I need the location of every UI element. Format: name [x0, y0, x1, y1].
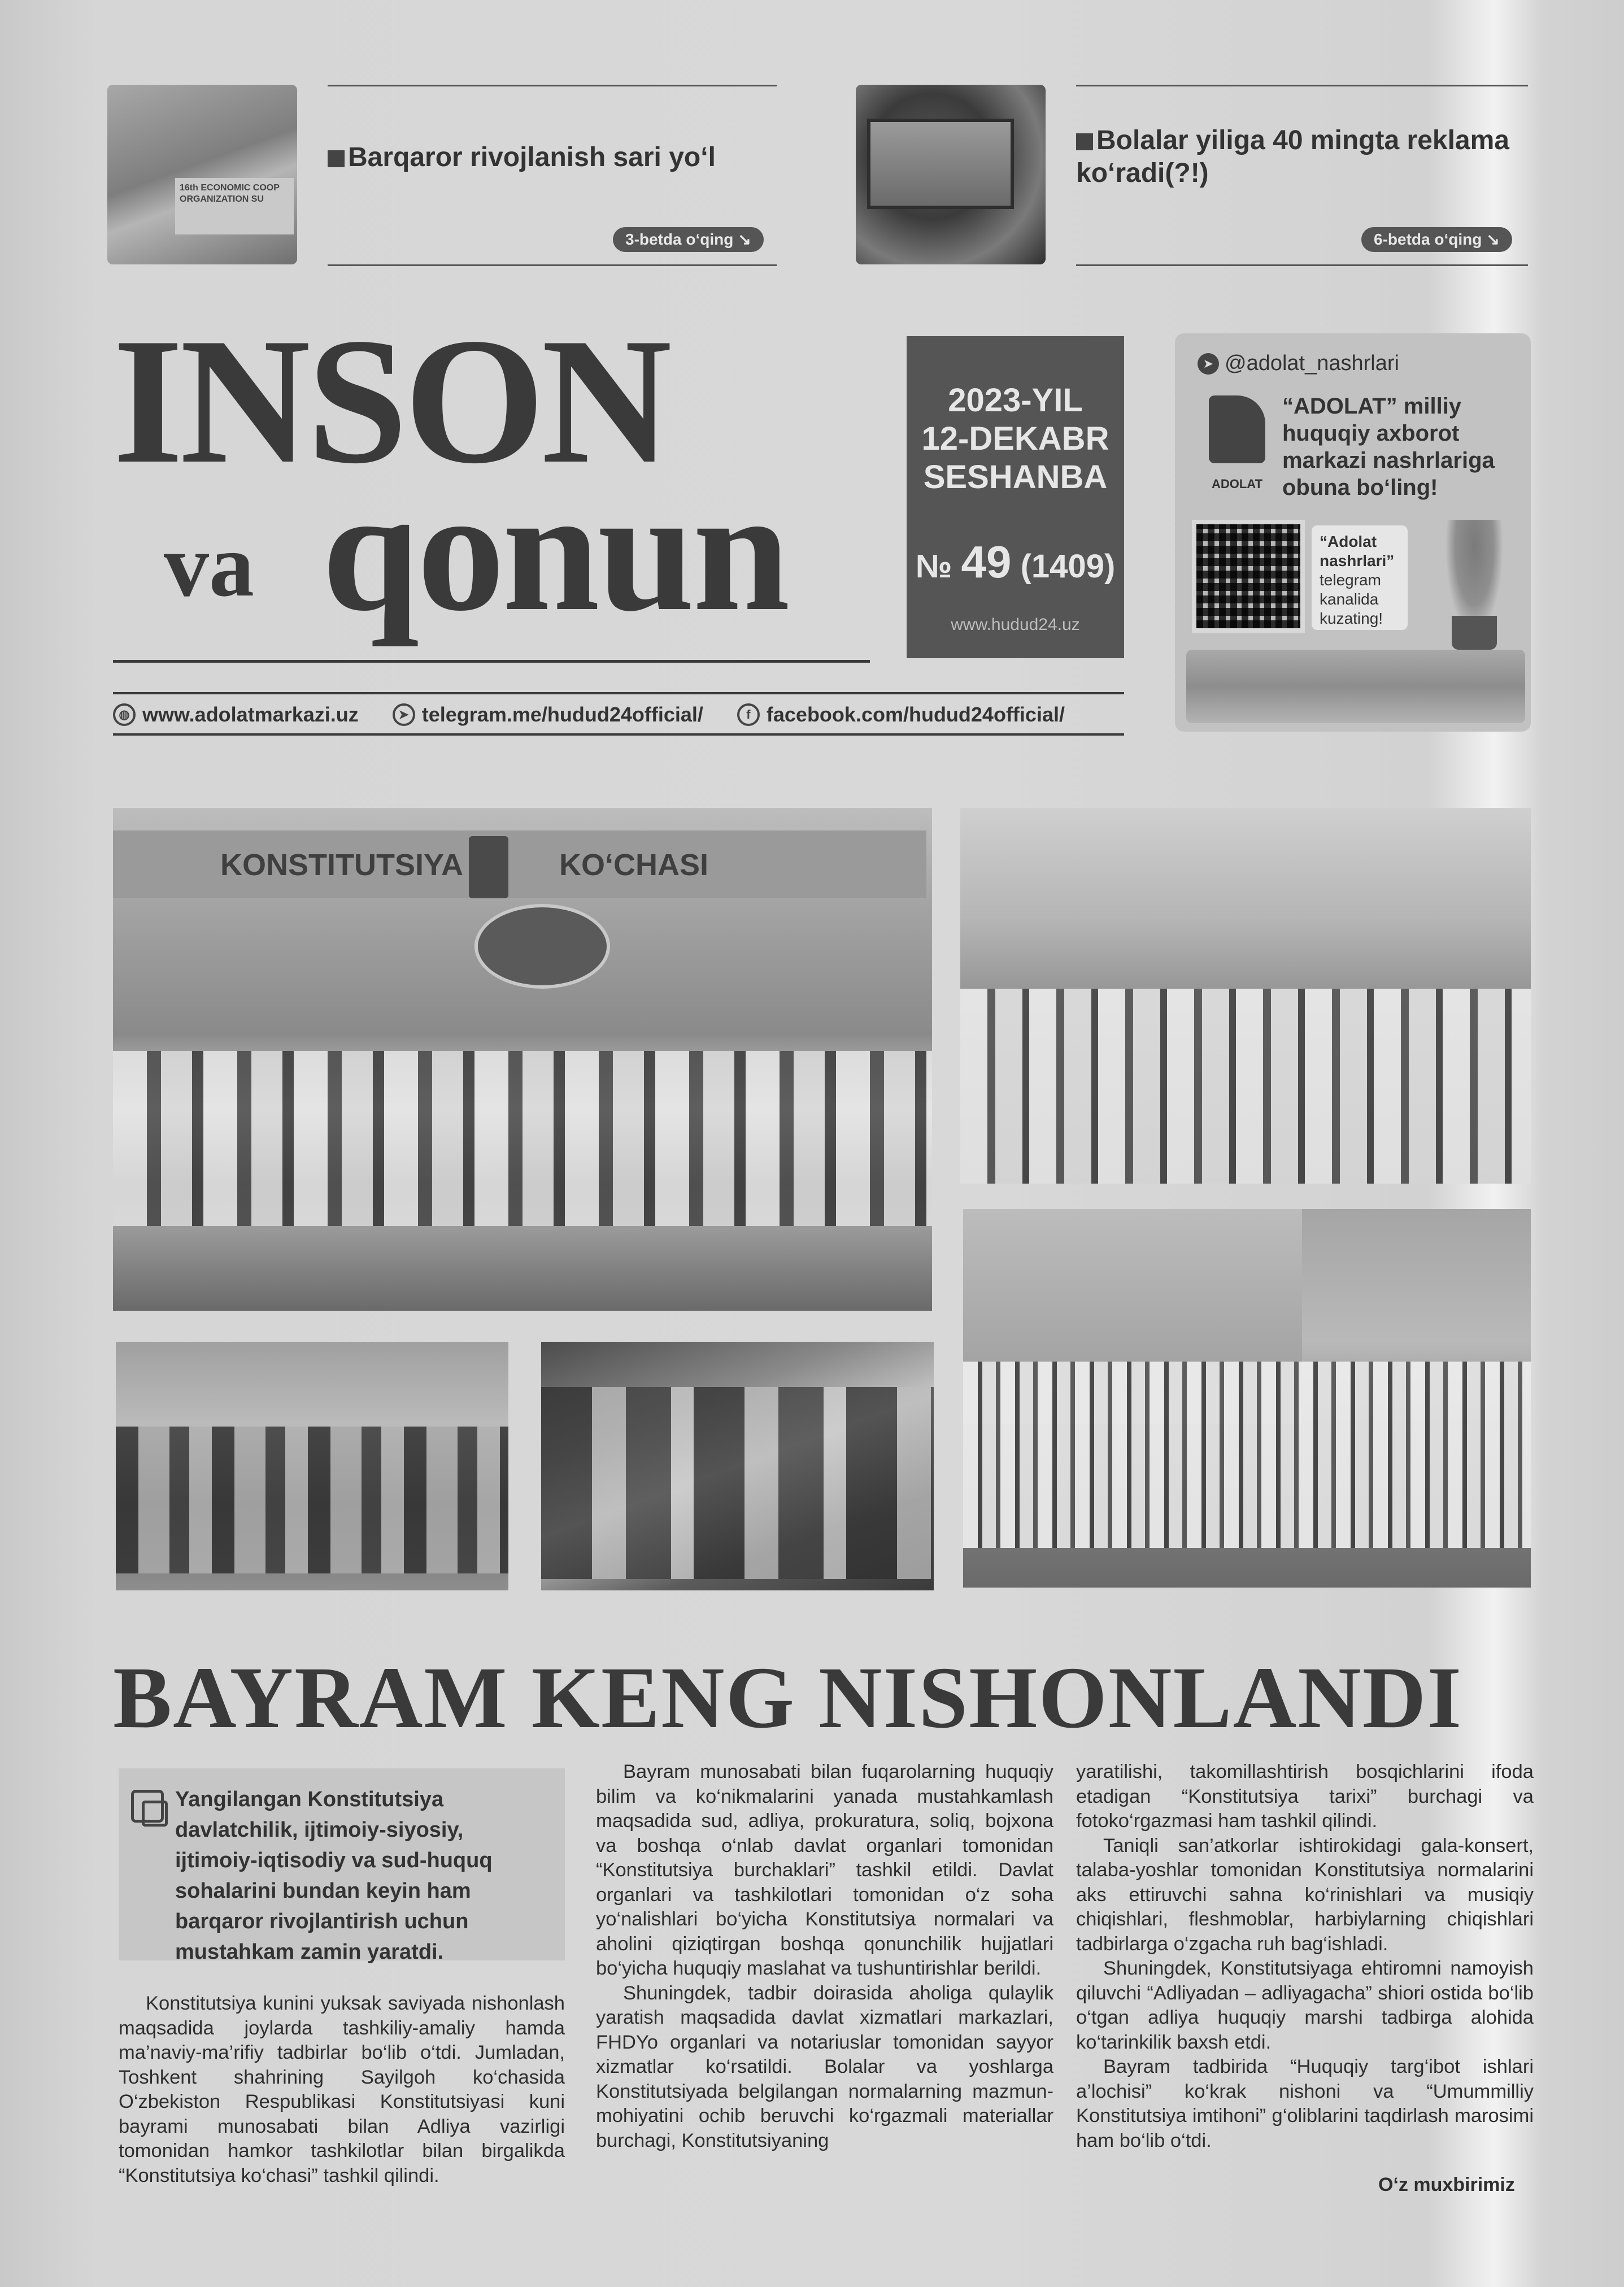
books-image: [1186, 650, 1525, 723]
date-weekday: SESHANBA: [923, 459, 1108, 495]
bullet-square-icon: [328, 150, 345, 167]
teaser-title-1[interactable]: Barqaror rivojlanish sari yo‘l: [328, 141, 777, 174]
article-column-3: [1076, 1760, 1534, 2153]
teaser-title-2[interactable]: Bolalar yiliga 40 mingta reklama ko‘radi(?!): [1076, 125, 1509, 188]
date-day: 12-DEKABR: [921, 420, 1109, 457]
date-year: 2023-YIL: [948, 382, 1083, 419]
issue-site[interactable]: www.hudud24.uz: [951, 615, 1080, 634]
arrow-down-right-icon: ↘: [738, 231, 751, 248]
arrow-down-right-icon: ↘: [1486, 231, 1500, 248]
telegram-icon: ➤: [393, 703, 415, 726]
paragraph: yaratilishi, takomillashtirish bosqichlarini ifoda etadigan “Konstitutsiya tarixi” burchagi va fotoko‘rgazmasi ham tashkil qilindi.: [1076, 1761, 1534, 1832]
link-website[interactable]: ◍ www.adolatmarkazi.uz: [113, 703, 359, 727]
teaser-rule-bottom-2: [1076, 264, 1528, 266]
photo-crowd-balloons[interactable]: [960, 808, 1531, 1184]
article-column-2: [596, 1760, 1053, 2153]
issue-date-box: [907, 336, 1124, 658]
masthead-rule-top: [113, 660, 870, 663]
teaser-photo-1[interactable]: [107, 85, 297, 264]
paragraph: Bayram munosabati bilan fuqarolarning huquqiy bilim va ko‘nikmalarini yanada mustahkamlash maqsadida sud, adliya, prokuratura, soliq, bojxona va boshqa o‘nlab davlat organlari tomonidan “Konstitutsiya burchaklari” tashkil etildi. Davlat organlari va tashkilotlari tomonidan o‘z soha yo‘nalishlari bo‘yicha Konstitutsiya normalari va aholini qiziqtirgan boshqa qonunchilik hujjatlari bo‘yicha huquqiy maslahat va tushuntirishlar berildi.: [596, 1761, 1053, 1979]
social-links: [113, 695, 1124, 734]
photo-street-march[interactable]: [963, 1209, 1531, 1588]
photo-horse-riders[interactable]: [116, 1342, 508, 1590]
arch-label-left: KONSTITUTSIYA: [220, 848, 464, 882]
teaser-rule-top-1: [328, 85, 777, 86]
read-more-button-1[interactable]: 3-betda o‘qing ↘: [613, 227, 764, 252]
paragraph: Konstitutsiya kunini yuksak saviyada nishonlash maqsadida joylarda tashkiliy-amaliy hamda ma’naviy-ma’rifiy tadbirlar bo‘lib o‘tdi. Jumladan, Toshkent shahrining Sayilgoh ko‘chasida O‘zbekiston Respublikasi Konstitutsiyasi kuni bayrami munosabati bilan Adliya vazirligi tomonidan hamkor tashkilotlar bilan birgalikda “Konstitutsiya ko‘chasi” tashkil qilindi.: [119, 1993, 565, 2186]
adolat-logo: ADOLAT: [1198, 395, 1277, 492]
issue-number: № 49 (1409): [915, 537, 1116, 587]
emblem-icon: [469, 836, 508, 898]
ministry-sign: [474, 904, 610, 989]
copy-icon: [131, 1790, 164, 1823]
masthead-title-inson: INSON: [113, 301, 669, 501]
facebook-icon: f: [737, 703, 760, 726]
link-telegram[interactable]: ➤ telegram.me/hudud24official/: [393, 703, 703, 727]
telegram-icon: ➤: [1198, 353, 1219, 375]
author-signature: O‘z muxbirimiz: [1378, 2174, 1515, 2195]
arch-label-right: KO‘CHASI: [559, 848, 709, 882]
teaser-photo-2[interactable]: [856, 85, 1046, 264]
masthead-rule-mid: [113, 692, 1124, 694]
qr-code-icon[interactable]: [1192, 520, 1305, 633]
subscribe-promo[interactable]: [1175, 333, 1531, 732]
article-column-1: [119, 1992, 565, 2188]
teaser-photo-sign: 16th ECONOMIC COOP ORGANIZATION SU: [175, 178, 294, 234]
pot-icon: [1452, 616, 1497, 650]
bullet-square-icon: [1076, 133, 1093, 150]
promo-telegram-handle[interactable]: ➤ @adolat_nashrlari: [1198, 351, 1399, 376]
paragraph: Shuningdek, Konstitutsiyaga ehtiromni namoyish qiluvchi “Adliyadan – adliyagacha” shiori ostida bo‘lib o‘tgan adliya huquqiy marshi tadbirga alohida ko‘tarinkilik baxsh etdi.: [1076, 1958, 1534, 2053]
article-headline: BAYRAM KENG NISHONLANDI: [113, 1649, 1463, 1746]
paragraph: Shuningdek, tadbir doirasida aholiga qulaylik yaratish maqsadida davlat xizmatlari markazlari, FHDYo organlari va notariuslar tomonidan sayyor xizmatlar ko‘rsatildi. Bolalar va yoshlarga Konstitutsiyada belgilangan normalarning mazmun-mohiyatini ochib beruvchi ko‘rgazmali materiallar burchagi, Konstitutsiyaning: [596, 1982, 1053, 2151]
masthead-title-qonun: qonun: [322, 454, 788, 647]
tv-screen-icon: [867, 119, 1014, 209]
teaser-rule-bottom-1: [328, 264, 777, 266]
paragraph: Bayram tadbirida “Huquqiy targ‘ibot ishlari a’lochisi” ko‘krak nishoni va “Umummilliy Konstitutsiya imtihoni” g‘oliblarini taqdirlash marosimi ham bo‘lib o‘tdi.: [1076, 2056, 1534, 2151]
masthead-title-va: va: [164, 515, 254, 615]
globe-icon: ◍: [113, 703, 136, 726]
link-facebook[interactable]: f facebook.com/hudud24official/: [737, 703, 1065, 727]
qr-note: “Adolat nashrlari” telegram kanalida kuzating!: [1312, 525, 1408, 630]
article-lead: Yangilangan Konstitutsiya davlatchilik, ijtimoiy-siyosiy, ijtimoiy-iqtisodiy va sud-huquq sohalarini bundan keyin ham barqaror rivojlantirish uchun mustahkam zamin yaratdi.: [119, 1768, 565, 1960]
photo-main-parade[interactable]: [113, 808, 932, 1311]
photo-legal-desk[interactable]: [541, 1342, 934, 1590]
read-more-button-2[interactable]: 6-betda o‘qing ↘: [1361, 227, 1512, 252]
promo-title: “ADOLAT” milliy huquqiy axborot markazi nashrlariga obuna bo‘ling!: [1282, 394, 1495, 500]
teaser-rule-top-2: [1076, 85, 1528, 86]
paragraph: Taniqli san’atkorlar ishtirokidagi gala-konsert, talaba-yoshlar tomonidan Konstitutsiya normalarini aks ettiruvchi sahna ko‘rinishlari va musiqiy chiqishlari, fleshmoblar, harbiylarning chiqishlari tadbirlarga o‘zgacha ruh bag‘ishladi.: [1076, 1834, 1534, 1955]
